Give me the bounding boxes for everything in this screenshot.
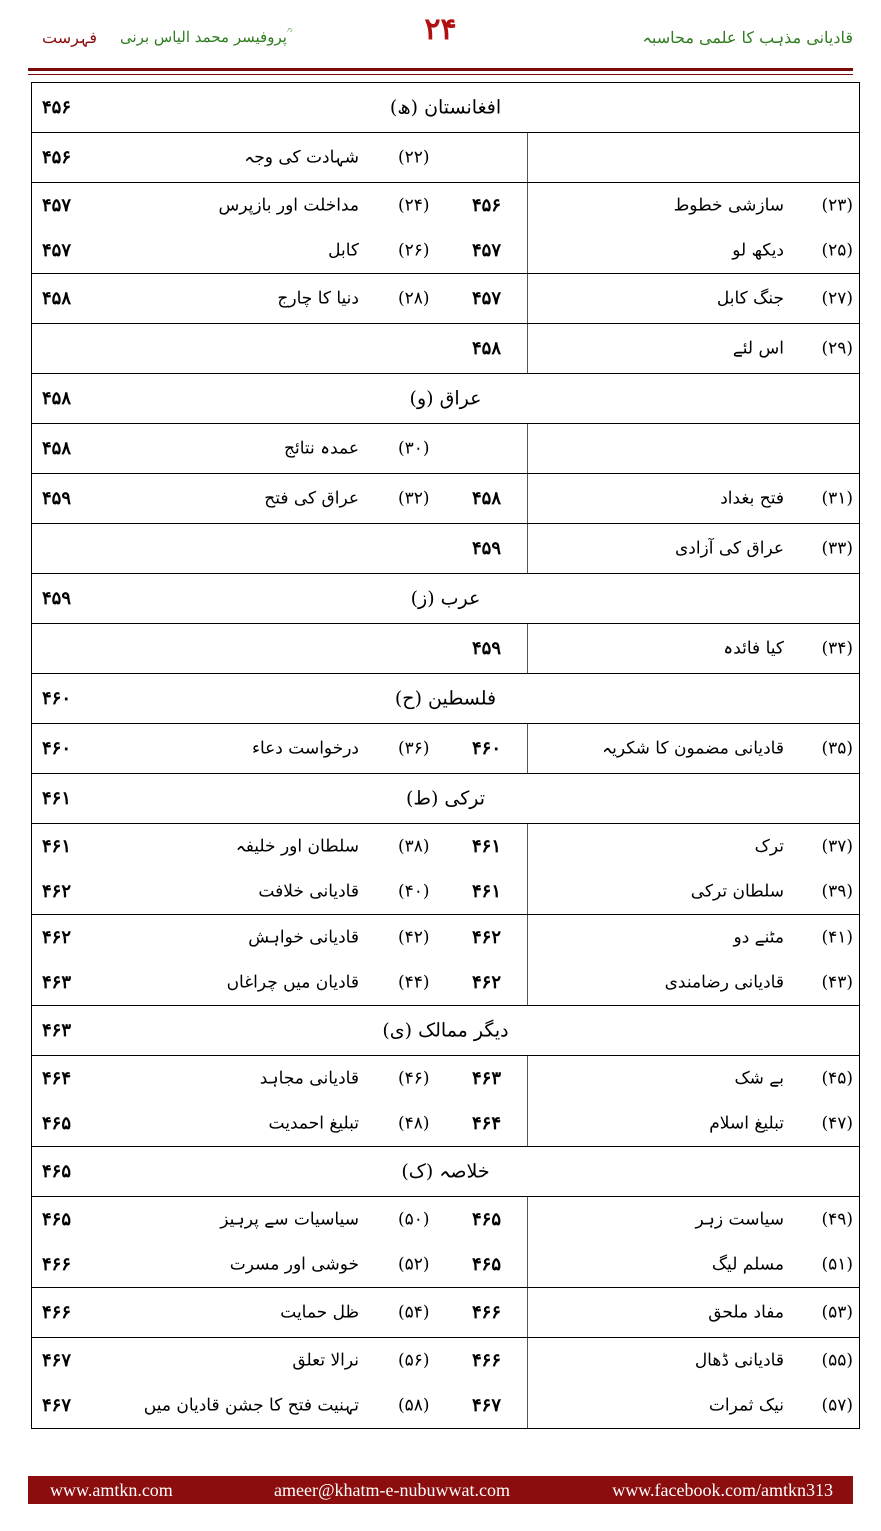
entry-page-number: ۴۶۶	[42, 1253, 72, 1275]
entry-page-number: ۴۶۷	[42, 1349, 72, 1371]
entry-title: خوشی اور مسرت	[229, 1254, 359, 1274]
email-link[interactable]: ameer@khatm-e-nubuwwat.com	[274, 1480, 510, 1500]
section-heading-row	[32, 83, 859, 133]
book-title: قادیانی مذہب کا علمی محاسبہ	[642, 28, 853, 47]
entry-page-number: ۴۵۸	[472, 487, 502, 509]
entry-title: قادیانی مجاہد	[259, 1068, 359, 1088]
entry-index: (۴۸)	[398, 1113, 430, 1133]
entry-page-number: ۴۵۸	[42, 437, 72, 459]
entry-page-number: ۴۶۵	[472, 1208, 502, 1230]
entry-title: ترک	[754, 836, 784, 856]
entry-index: (۵۳)	[821, 1302, 853, 1322]
website-link[interactable]: www.amtkn.com	[50, 1480, 173, 1500]
entry-page-number: ۴۶۲	[42, 926, 72, 948]
entry-page-number: ۴۵۹	[42, 487, 72, 509]
toc-row	[32, 183, 859, 274]
section-page-number: ۴۵۶	[42, 96, 72, 118]
entry-title: تبلیغ احمدیت	[268, 1113, 359, 1133]
toc-table	[31, 82, 860, 1429]
entry-index: (۵۲)	[398, 1254, 430, 1274]
section-heading: (ح) فلسطین	[394, 687, 497, 709]
entry-page-number: ۴۶۶	[472, 1301, 502, 1323]
toc-subrow	[32, 960, 859, 1005]
entry-title: قادیانی رضامندی	[664, 972, 784, 992]
entry-index: (۴۱)	[821, 927, 853, 947]
entry-index: (۴۹)	[821, 1209, 853, 1229]
toc-subrow	[32, 183, 859, 228]
entry-page-number: ۴۶۵	[472, 1253, 502, 1275]
toc-row	[32, 274, 859, 324]
entry-index: (۲۵)	[821, 240, 853, 260]
facebook-link[interactable]: www.facebook.com/amtkn313	[612, 1480, 833, 1500]
entry-title: دیکھ لو	[732, 240, 784, 260]
entry-page-number: ۴۶۲	[42, 880, 72, 902]
entry-page-number: ۴۶۳	[472, 1067, 502, 1089]
toc-subrow	[32, 1383, 859, 1428]
toc-row	[32, 324, 859, 374]
toc-subrow	[32, 1242, 859, 1287]
toc-subrow	[32, 1056, 859, 1101]
entry-index: (۴۶)	[398, 1068, 430, 1088]
entry-title: سلطان ترکی	[690, 881, 784, 901]
section-heading: (ک) خلاصہ	[401, 1160, 490, 1182]
entry-title: تبلیغ اسلام	[709, 1113, 784, 1133]
section-page-number: ۴۶۳	[42, 1019, 72, 1041]
entry-title: سازشی خطوط	[673, 195, 784, 215]
entry-page-number: ۴۶۳	[42, 971, 72, 993]
entry-index: (۳۴)	[821, 638, 853, 658]
entry-title: سیاست زہر	[695, 1209, 784, 1229]
toc-subrow	[32, 1197, 859, 1242]
entry-index: (۲۹)	[821, 338, 853, 358]
entry-index: (۵۱)	[821, 1254, 853, 1274]
entry-page-number: ۴۵۷	[42, 239, 72, 261]
toc-row	[32, 1056, 859, 1147]
toc-row	[32, 1288, 859, 1338]
toc-subrow	[32, 1101, 859, 1146]
entry-title: قادیانی ڈھال	[694, 1350, 784, 1370]
entry-page-number: ۴۶۴	[472, 1112, 502, 1134]
entry-index: (۴۵)	[821, 1068, 853, 1088]
toc-row	[32, 474, 859, 524]
entry-page-number: ۴۶۶	[472, 1349, 502, 1371]
entry-index: (۵۷)	[821, 1395, 853, 1415]
section-heading-row	[32, 574, 859, 624]
entry-title: قادیانی خواہش	[248, 927, 359, 947]
section-heading-row	[32, 1006, 859, 1056]
toc-row	[32, 915, 859, 1006]
entry-page-number: ۴۵۹	[472, 537, 502, 559]
entry-title: درخواست دعاء	[251, 738, 359, 758]
entry-title: دنیا کا چارج	[277, 288, 359, 308]
toc-label: فہرست	[42, 28, 97, 47]
toc-subrow	[32, 869, 859, 914]
entry-page-number: ۴۶۱	[472, 880, 502, 902]
entry-title: مفاد ملحق	[708, 1302, 784, 1322]
page-number: ۲۴	[424, 12, 457, 47]
section-heading-row	[32, 1147, 859, 1197]
toc-subrow	[32, 228, 859, 273]
entry-title: ظل حمایت	[280, 1302, 359, 1322]
entry-page-number: ۴۵۷	[472, 239, 502, 261]
toc-row	[32, 424, 859, 474]
section-heading: (ز) عرب	[410, 587, 481, 609]
entry-index: (۵۶)	[398, 1350, 430, 1370]
toc-row	[32, 1197, 859, 1288]
entry-page-number: ۴۶۰	[472, 737, 502, 759]
entry-page-number: ۴۶۰	[42, 737, 72, 759]
entry-index: (۳۷)	[821, 836, 853, 856]
section-heading: (ی) دیگر ممالک	[382, 1019, 509, 1041]
entry-title: عراق کی فتح	[264, 488, 359, 508]
entry-title: بے شک	[734, 1068, 784, 1088]
entry-page-number: ۴۶۵	[42, 1112, 72, 1134]
entry-title: مسلم لیگ	[711, 1254, 784, 1274]
toc-row	[32, 1338, 859, 1428]
entry-index: (۴۲)	[398, 927, 430, 947]
entry-index: (۳۳)	[821, 538, 853, 558]
entry-page-number: ۴۶۶	[42, 1301, 72, 1323]
entry-page-number: ۴۶۲	[472, 971, 502, 993]
entry-title: کابل	[328, 240, 359, 260]
entry-title: سلطان اور خلیفہ	[235, 836, 359, 856]
entry-index: (۴۰)	[398, 881, 430, 901]
page-footer	[28, 1476, 853, 1504]
entry-index: (۳۶)	[398, 738, 430, 758]
section-heading-row	[32, 674, 859, 724]
entry-page-number: ۴۶۷	[472, 1394, 502, 1416]
entry-title: نیک ثمرات	[708, 1395, 784, 1415]
entry-title: قادیان میں چراغاں	[226, 972, 359, 992]
section-heading: (ط) ترکی	[405, 787, 486, 809]
entry-index: (۵۸)	[398, 1395, 430, 1415]
entry-index: (۳۰)	[398, 438, 430, 458]
entry-page-number: ۴۵۷	[42, 194, 72, 216]
header-rule-thick	[28, 68, 853, 71]
toc-row	[32, 524, 859, 574]
section-page-number: ۴۶۵	[42, 1160, 72, 1182]
entry-page-number: ۴۶۲	[472, 926, 502, 948]
toc-row	[32, 724, 859, 774]
entry-title: قادیانی مضمون کا شکریہ	[602, 738, 784, 758]
entry-index: (۲۸)	[398, 288, 430, 308]
entry-page-number: ۴۶۱	[472, 835, 502, 857]
entry-index: (۲۲)	[398, 147, 430, 167]
entry-page-number: ۴۵۸	[472, 337, 502, 359]
entry-index: (۳۹)	[821, 881, 853, 901]
entry-index: (۴۷)	[821, 1113, 853, 1133]
section-page-number: ۴۶۱	[42, 787, 72, 809]
section-heading-row	[32, 374, 859, 424]
toc-subrow	[32, 1338, 859, 1383]
entry-page-number: ۴۵۶	[472, 194, 502, 216]
entry-index: (۳۱)	[821, 488, 853, 508]
entry-page-number: ۴۶۱	[42, 835, 72, 857]
entry-index: (۴۳)	[821, 972, 853, 992]
entry-title: فتح بغداد	[720, 488, 784, 508]
entry-title: عراق کی آزادی	[674, 538, 784, 558]
toc-row	[32, 133, 859, 183]
section-page-number: ۴۵۸	[42, 387, 72, 409]
toc-subrow	[32, 915, 859, 960]
entry-index: (۳۲)	[398, 488, 430, 508]
entry-index: (۲۷)	[821, 288, 853, 308]
entry-page-number: ۴۵۷	[472, 287, 502, 309]
entry-page-number: ۴۶۴	[42, 1067, 72, 1089]
page-header	[28, 12, 853, 66]
toc-subrow	[32, 824, 859, 869]
entry-title: شہادت کی وجہ	[244, 147, 359, 167]
entry-title: عمدہ نتائج	[283, 438, 359, 458]
entry-title: قادیانی خلافت	[258, 881, 359, 901]
entry-index: (۵۰)	[398, 1209, 430, 1229]
section-heading: (ھ) افغانستان	[389, 96, 502, 118]
section-heading: (و) عراق	[409, 387, 482, 409]
entry-index: (۳۸)	[398, 836, 430, 856]
entry-index: (۲۳)	[821, 195, 853, 215]
entry-index: (۴۴)	[398, 972, 430, 992]
entry-index: (۳۵)	[821, 738, 853, 758]
toc-row	[32, 624, 859, 674]
entry-page-number: ۴۶۵	[42, 1208, 72, 1230]
entry-page-number: ۴۶۷	[42, 1394, 72, 1416]
entry-index: (۵۵)	[821, 1350, 853, 1370]
entry-index: (۲۶)	[398, 240, 430, 260]
entry-title: کیا فائدہ	[723, 638, 784, 658]
section-heading-row	[32, 774, 859, 824]
entry-title: مٹنے دو	[733, 927, 784, 947]
entry-page-number: ۴۵۸	[42, 287, 72, 309]
entry-page-number: ۴۵۶	[42, 146, 72, 168]
section-page-number: ۴۶۰	[42, 687, 72, 709]
entry-index: (۲۴)	[398, 195, 430, 215]
entry-title: مداخلت اور بازپرس	[218, 195, 359, 215]
header-rule-thin	[28, 74, 853, 75]
entry-title: جنگ کابل	[716, 288, 784, 308]
entry-index: (۵۴)	[398, 1302, 430, 1322]
entry-page-number: ۴۵۹	[472, 637, 502, 659]
section-page-number: ۴۵۹	[42, 587, 72, 609]
entry-title: سیاسیات سے پرہیز	[220, 1209, 359, 1229]
toc-row	[32, 824, 859, 915]
entry-title: تہنیت فتح کا جشن قادیان میں	[143, 1395, 359, 1415]
entry-title: اس لئے	[732, 338, 784, 358]
author-name: پروفیسر محمد الیاس برنی ؒ	[120, 28, 291, 46]
entry-title: نرالا تعلق	[292, 1350, 359, 1370]
